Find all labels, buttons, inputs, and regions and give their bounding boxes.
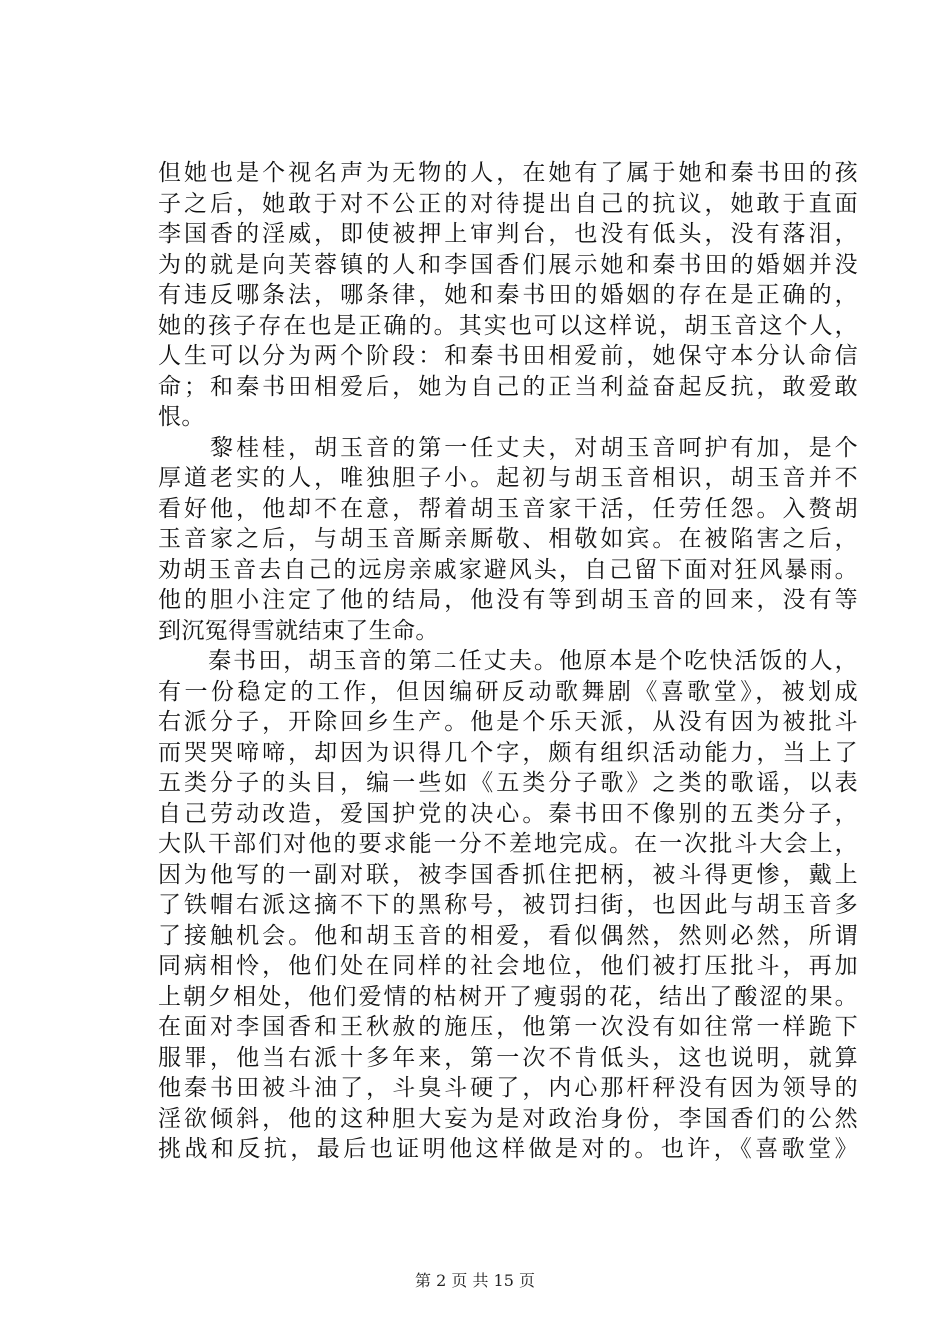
- text-line: 右派分子，开除回乡生产。他是个乐天派，从没有因为被批斗: [158, 709, 858, 735]
- text-line: 而哭哭啼啼，却因为识得几个字，颇有组织活动能力，当上了: [158, 739, 858, 766]
- text-line: 他的胆小注定了他的结局，他没有等到胡玉音的回来，没有等: [158, 587, 858, 613]
- text-line: 劝胡玉音去自己的远房亲戚家避风头，自己留下面对狂风暴雨。: [158, 556, 858, 583]
- text-line: 挑战和反抗，最后也证明他这样做是对的。也许，《喜歌堂》: [158, 1136, 858, 1162]
- text-line: 看好他，他却不在意，帮着胡玉音家干活，任劳任怨。入赘胡: [158, 495, 858, 522]
- text-line: 因为他写的一副对联，被李国香抓住把柄，被斗得更惨，戴上: [158, 861, 858, 888]
- body-text: [158, 158, 858, 1165]
- text-line: 子之后，她敢于对不公正的对待提出自己的抗议，她敢于直面: [158, 190, 858, 217]
- text-line: 在面对李国香和王秋赦的施压，他第一次没有如往常一样跪下: [158, 1014, 858, 1040]
- text-line: 了铁帽右派这摘不下的黑称号，被罚扫街，也因此与胡玉音多: [158, 892, 858, 918]
- page-number-footer: 第 2 页 共 15 页: [415, 1271, 535, 1290]
- text-line: 有违反哪条法，哪条律，她和秦书田的婚姻的存在是正确的，: [158, 282, 858, 308]
- text-line: 为的就是向芙蓉镇的人和李国香们展示她和秦书田的婚姻并没: [158, 251, 858, 278]
- text-line: 有一份稳定的工作，但因编研反动歌舞剧《喜歌堂》，被划成: [158, 678, 858, 705]
- text-line: 厚道老实的人，唯独胆子小。起初与胡玉音相识，胡玉音并不: [158, 465, 858, 491]
- text-line: 大队干部们对他的要求能一分不差地完成。在一次批斗大会上，: [158, 831, 858, 857]
- text-line: 五类分子的头目，编一些如《五类分子歌》之类的歌谣，以表: [158, 770, 858, 796]
- text-line: 但她也是个视名声为无物的人，在她有了属于她和秦书田的孩: [158, 160, 858, 186]
- text-line: 到沉冤得雪就结束了生命。: [158, 617, 439, 644]
- text-line: 人生可以分为两个阶段：和秦书田相爱前，她保守本分认命信: [158, 343, 858, 369]
- text-line: 玉音家之后，与胡玉音厮亲厮敬、相敬如宾。在被陷害之后，: [158, 526, 858, 552]
- text-line: 自己劳动改造，爱国护党的决心。秦书田不像别的五类分子，: [158, 800, 858, 827]
- text-line: 他秦书田被斗油了，斗臭斗硬了，内心那杆秤没有因为领导的: [158, 1075, 858, 1101]
- text-line: 她的孩子存在也是正确的。其实也可以这样说，胡玉音这个人，: [158, 312, 858, 339]
- text-line: 李国香的淫威，即使被押上审判台，也没有低头，没有落泪，: [158, 221, 858, 247]
- text-line: 黎桂桂，胡玉音的第一任丈夫，对胡玉音呵护有加，是个: [158, 434, 858, 461]
- text-line: 命；和秦书田相爱后，她为自己的正当利益奋起反抗，敢爱敢: [158, 373, 858, 400]
- text-line: 同病相怜，他们处在同样的社会地位，他们被打压批斗，再加: [158, 953, 858, 979]
- text-line: 秦书田，胡玉音的第二任丈夫。他原本是个吃快活饭的人，: [158, 648, 858, 674]
- text-line: 淫欲倾斜，他的这种胆大妄为是对政治身份，李国香们的公然: [158, 1105, 858, 1132]
- text-line: 恨。: [158, 404, 205, 430]
- text-line: 上朝夕相处，他们爱情的枯树开了瘦弱的花，结出了酸涩的果。: [158, 983, 858, 1010]
- text-line: 了接触机会。他和胡玉音的相爱，看似偶然，然则必然，所谓: [158, 922, 858, 949]
- text-line: 服罪，他当右派十多年来，第一次不肯低头，这也说明，就算: [158, 1044, 858, 1071]
